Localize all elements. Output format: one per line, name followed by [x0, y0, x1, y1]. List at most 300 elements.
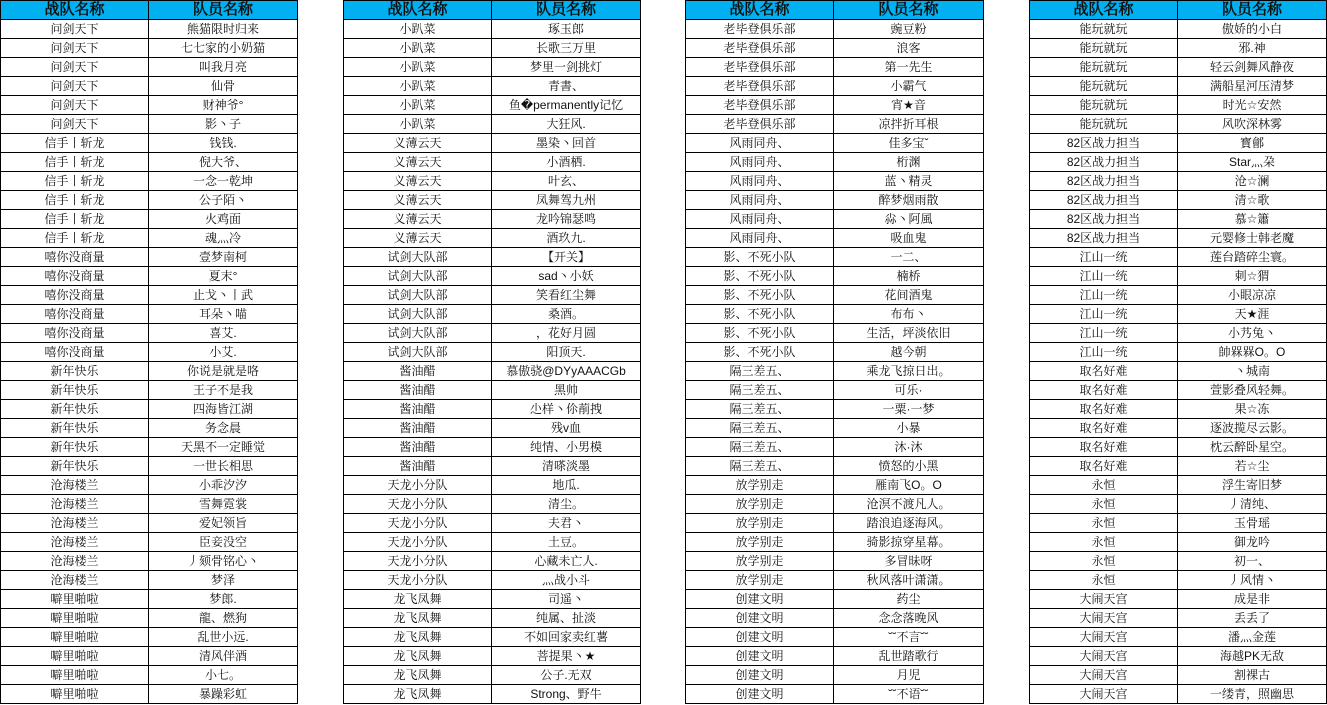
member-name-cell[interactable]: 乘龙飞掠日出。 [834, 362, 984, 381]
member-name-cell[interactable]: 踏浪追逐海风。 [834, 514, 984, 533]
team-name-cell[interactable]: 取名好难 [1030, 381, 1178, 400]
member-name-cell[interactable]: 越今朝 [834, 343, 984, 362]
member-name-cell[interactable]: ，花好月圆 [492, 324, 641, 343]
team-name-cell[interactable]: 创建文明 [686, 666, 834, 685]
team-name-cell[interactable]: 老毕登俱乐部 [686, 77, 834, 96]
member-name-cell[interactable]: 叫我月亮 [149, 58, 298, 77]
member-name-cell[interactable]: 夏末° [149, 267, 298, 286]
member-name-cell[interactable]: 喜艾. [149, 324, 298, 343]
team-name-cell[interactable]: 义薄云天 [344, 191, 492, 210]
team-name-cell[interactable]: 问剑天下 [1, 115, 149, 134]
member-name-cell[interactable]: 药尘 [834, 590, 984, 609]
team-name-cell[interactable]: 取名好难 [1030, 400, 1178, 419]
member-name-cell[interactable]: 司遥丶 [492, 590, 641, 609]
team-name-cell[interactable]: 大闹天宫 [1030, 647, 1178, 666]
team-name-cell[interactable]: 老毕登俱乐部 [686, 115, 834, 134]
team-name-cell[interactable]: 嘻你没商量 [1, 267, 149, 286]
team-name-cell[interactable]: 82区战力担当 [1030, 153, 1178, 172]
member-name-cell[interactable]: 花间酒鬼 [834, 286, 984, 305]
team-name-cell[interactable]: 新年快乐 [1, 362, 149, 381]
member-name-cell[interactable]: 醉梦烟雨散 [834, 191, 984, 210]
member-name-cell[interactable]: 宵★音 [834, 96, 984, 115]
team-name-cell[interactable]: 酱油醋 [344, 362, 492, 381]
team-name-cell[interactable]: 江山一统 [1030, 305, 1178, 324]
team-name-cell[interactable]: 江山一统 [1030, 286, 1178, 305]
team-name-cell[interactable]: 江山一统 [1030, 267, 1178, 286]
member-name-cell[interactable]: 青書、 [492, 77, 641, 96]
member-name-cell[interactable]: 御龙吟 [1178, 533, 1327, 552]
team-name-cell[interactable]: 永恒 [1030, 514, 1178, 533]
team-name-cell[interactable]: 放学别走 [686, 495, 834, 514]
member-name-cell[interactable]: 多冒昧呀 [834, 552, 984, 571]
member-name-cell[interactable]: 纯情、小男模 [492, 438, 641, 457]
team-name-cell[interactable]: 小趴菜 [344, 58, 492, 77]
member-name-cell[interactable]: 布布丶 [834, 305, 984, 324]
member-name-cell[interactable]: 清嗏淡墨 [492, 457, 641, 476]
team-name-cell[interactable]: 风雨同舟、 [686, 210, 834, 229]
team-name-cell[interactable]: 风雨同舟、 [686, 153, 834, 172]
member-name-cell[interactable]: 割裸古 [1178, 666, 1327, 685]
member-name-cell[interactable]: 尐样丶伱萷拽 [492, 400, 641, 419]
member-name-cell[interactable]: 生活，坪淡依旧 [834, 324, 984, 343]
member-name-cell[interactable]: 梦里一剑挑灯 [492, 58, 641, 77]
member-name-cell[interactable]: 务念晨 [149, 419, 298, 438]
member-name-cell[interactable]: 轻云剑舞风静夜 [1178, 58, 1327, 77]
team-name-cell[interactable]: 能玩就玩 [1030, 20, 1178, 39]
member-name-cell[interactable]: 心藏未亡人. [492, 552, 641, 571]
member-name-cell[interactable]: 丶城南 [1178, 362, 1327, 381]
member-name-cell[interactable]: 吸血鬼 [834, 229, 984, 248]
member-name-cell[interactable]: 一二、 [834, 248, 984, 267]
team-name-cell[interactable]: 义薄云天 [344, 172, 492, 191]
team-name-cell[interactable]: 放学别走 [686, 571, 834, 590]
member-name-cell[interactable]: 丢丢了 [1178, 609, 1327, 628]
member-name-cell[interactable]: sad丶小妖 [492, 267, 641, 286]
member-name-cell[interactable]: 地瓜. [492, 476, 641, 495]
team-name-cell[interactable]: 82区战力担当 [1030, 229, 1178, 248]
team-name-cell[interactable]: 酱油醋 [344, 400, 492, 419]
member-name-cell[interactable]: 刺☆猬 [1178, 267, 1327, 286]
member-name-cell[interactable]: 傲娇的小白 [1178, 20, 1327, 39]
member-name-cell[interactable]: 豌豆粉 [834, 20, 984, 39]
member-name-cell[interactable]: 小酒栖. [492, 153, 641, 172]
member-name-cell[interactable]: 钱钱. [149, 134, 298, 153]
team-name-cell[interactable]: 永恒 [1030, 571, 1178, 590]
member-name-cell[interactable]: 时光☆安然 [1178, 96, 1327, 115]
team-name-cell[interactable]: 信手丨斩龙 [1, 153, 149, 172]
member-name-cell[interactable]: 尛丶阿風 [834, 210, 984, 229]
team-name-cell[interactable]: 隔三差五、 [686, 362, 834, 381]
member-name-cell[interactable]: 沧☆澜 [1178, 172, 1327, 191]
team-name-cell[interactable]: 影、不死小队 [686, 305, 834, 324]
team-name-cell[interactable]: 试剑大队部 [344, 324, 492, 343]
team-name-cell[interactable]: 取名好难 [1030, 438, 1178, 457]
team-name-cell[interactable]: 82区战力担当 [1030, 191, 1178, 210]
team-name-cell[interactable]: 小趴菜 [344, 115, 492, 134]
team-name-cell[interactable]: 沧海楼兰 [1, 495, 149, 514]
team-name-cell[interactable]: 放学别走 [686, 476, 834, 495]
team-name-cell[interactable]: 天龙小分队 [344, 495, 492, 514]
team-name-cell[interactable]: 创建文明 [686, 647, 834, 666]
team-name-cell[interactable]: 义薄云天 [344, 134, 492, 153]
member-name-cell[interactable]: 梦泽 [149, 571, 298, 590]
team-name-cell[interactable]: 82区战力担当 [1030, 134, 1178, 153]
member-name-cell[interactable]: 公子陌丶 [149, 191, 298, 210]
member-name-cell[interactable]: 丿颏骨铭心丶 [149, 552, 298, 571]
team-name-cell[interactable]: 创建文明 [686, 590, 834, 609]
team-name-cell[interactable]: 大闹天宫 [1030, 628, 1178, 647]
team-name-cell[interactable]: 大闹天宫 [1030, 609, 1178, 628]
team-name-cell[interactable]: 沧海楼兰 [1, 476, 149, 495]
member-name-cell[interactable]: 灬战小斗 [492, 571, 641, 590]
team-name-cell[interactable]: 取名好难 [1030, 362, 1178, 381]
member-name-cell[interactable]: 鱼�permanently记忆 [492, 96, 641, 115]
team-name-cell[interactable]: 信手丨斩龙 [1, 210, 149, 229]
team-name-cell[interactable]: 影、不死小队 [686, 267, 834, 286]
team-name-cell[interactable]: 信手丨斩龙 [1, 134, 149, 153]
team-name-cell[interactable]: 能玩就玩 [1030, 39, 1178, 58]
team-name-cell[interactable]: 隔三差五、 [686, 457, 834, 476]
team-name-cell[interactable]: 新年快乐 [1, 438, 149, 457]
team-name-cell[interactable]: 老毕登俱乐部 [686, 58, 834, 77]
team-name-cell[interactable]: 影、不死小队 [686, 286, 834, 305]
member-name-cell[interactable]: 【开关】 [492, 248, 641, 267]
member-name-cell[interactable]: 寳鄶 [1178, 134, 1327, 153]
team-name-cell[interactable]: 新年快乐 [1, 400, 149, 419]
member-name-cell[interactable]: 雁南飞O。O [834, 476, 984, 495]
member-name-cell[interactable]: 丿清纯、 [1178, 495, 1327, 514]
member-name-cell[interactable]: 财神爷° [149, 96, 298, 115]
member-name-cell[interactable]: 四海皆江湖 [149, 400, 298, 419]
member-name-cell[interactable]: 小艿兔丶 [1178, 324, 1327, 343]
member-name-cell[interactable]: 可乐· [834, 381, 984, 400]
member-name-cell[interactable]: 海越PK无敌 [1178, 647, 1327, 666]
team-name-cell[interactable]: 问剑天下 [1, 39, 149, 58]
team-name-cell[interactable]: 问剑天下 [1, 20, 149, 39]
member-name-cell[interactable]: 倪大爷、 [149, 153, 298, 172]
member-name-cell[interactable]: 黑帅 [492, 381, 641, 400]
table-row [344, 476, 641, 495]
team-name-cell[interactable]: 影、不死小队 [686, 324, 834, 343]
member-name-cell[interactable]: 桑酒。 [492, 305, 641, 324]
team-name-cell[interactable]: 义薄云天 [344, 210, 492, 229]
team-name-cell[interactable]: 放学别走 [686, 552, 834, 571]
member-name-cell[interactable]: 凤舞驾九州 [492, 191, 641, 210]
team-name-cell[interactable]: 江山一统 [1030, 324, 1178, 343]
team-name-cell[interactable]: 龙飞凤舞 [344, 685, 492, 704]
team-name-cell[interactable]: 龙飞凤舞 [344, 647, 492, 666]
team-name-cell[interactable]: 风雨同舟、 [686, 229, 834, 248]
team-name-cell[interactable]: 小趴菜 [344, 20, 492, 39]
member-name-cell[interactable]: 初一、 [1178, 552, 1327, 571]
member-name-cell[interactable]: 风吹深林雾 [1178, 115, 1327, 134]
member-name-cell[interactable]: 七七家的小奶猫 [149, 39, 298, 58]
team-name-cell[interactable]: 老毕登俱乐部 [686, 39, 834, 58]
team-name-cell[interactable]: 小趴菜 [344, 77, 492, 96]
member-name-cell[interactable]: 火鸡面 [149, 210, 298, 229]
table-row [344, 609, 641, 628]
member-name-cell[interactable]: 大狂风. [492, 115, 641, 134]
team-name-cell[interactable]: 酱油醋 [344, 457, 492, 476]
member-name-cell[interactable]: 丿风情丶 [1178, 571, 1327, 590]
member-name-cell[interactable]: 影丶子 [149, 115, 298, 134]
member-name-cell[interactable]: 乱世小远. [149, 628, 298, 647]
member-name-cell[interactable]: 若☆尘 [1178, 457, 1327, 476]
team-name-cell[interactable]: 新年快乐 [1, 419, 149, 438]
member-name-cell[interactable]: 逐波揽尽云影。 [1178, 419, 1327, 438]
team-name-cell[interactable]: 试剑大队部 [344, 267, 492, 286]
member-name-cell[interactable]: 枕云醉卧星空。 [1178, 438, 1327, 457]
team-name-cell[interactable]: 能玩就玩 [1030, 58, 1178, 77]
member-name-cell[interactable]: 清风伴酒 [149, 647, 298, 666]
team-name-cell[interactable]: 龙飞凤舞 [344, 590, 492, 609]
team-name-cell[interactable]: 小趴菜 [344, 96, 492, 115]
member-name-cell[interactable]: 止戈丶丨武 [149, 286, 298, 305]
team-name-cell[interactable]: 隔三差五、 [686, 381, 834, 400]
team-name-cell[interactable]: 创建文明 [686, 685, 834, 704]
member-name-cell[interactable]: 慕☆簫 [1178, 210, 1327, 229]
team-name-cell[interactable]: 天龙小分队 [344, 552, 492, 571]
team-name-cell[interactable]: 创建文明 [686, 609, 834, 628]
member-name-cell[interactable]: 臣妾没空 [149, 533, 298, 552]
table-row [1, 153, 298, 172]
team-name-cell[interactable]: 龙飞凤舞 [344, 666, 492, 685]
member-name-cell[interactable]: 酒玖九. [492, 229, 641, 248]
member-name-cell[interactable]: 念念落晚风 [834, 609, 984, 628]
team-name-cell[interactable]: 信手丨斩龙 [1, 172, 149, 191]
member-name-cell[interactable]: Strong、野牛 [492, 685, 641, 704]
member-name-cell[interactable]: 公子.无双 [492, 666, 641, 685]
team-name-cell[interactable]: 隔三差五、 [686, 419, 834, 438]
member-name-cell[interactable]: 你说是就是咯 [149, 362, 298, 381]
member-name-cell[interactable]: 阳顶天. [492, 343, 641, 362]
member-name-cell[interactable]: 魂灬冷 [149, 229, 298, 248]
member-name-cell[interactable]: 佳多宝ˇ [834, 134, 984, 153]
member-name-cell[interactable]: 慕傲骁@DYyAAACGb [492, 362, 641, 381]
member-name-cell[interactable]: 乱世踏歌行 [834, 647, 984, 666]
member-name-cell[interactable]: 小乖汐汐 [149, 476, 298, 495]
team-name-cell[interactable]: 天龙小分队 [344, 476, 492, 495]
member-name-cell[interactable]: 墨染丶回首 [492, 134, 641, 153]
member-name-cell[interactable]: 叶玄、 [492, 172, 641, 191]
member-name-cell[interactable]: 梦郎. [149, 590, 298, 609]
member-name-cell[interactable]: 不如回家卖红薯 [492, 628, 641, 647]
team-name-cell[interactable]: 义薄云天 [344, 229, 492, 248]
team-name-cell[interactable]: 沧海楼兰 [1, 571, 149, 590]
member-name-cell[interactable]: 成是非 [1178, 590, 1327, 609]
team-name-cell[interactable]: 信手丨斩龙 [1, 229, 149, 248]
team-name-cell[interactable]: 试剑大队部 [344, 343, 492, 362]
table-row [1030, 438, 1327, 457]
member-name-cell[interactable]: 龙吟锦瑟鸣 [492, 210, 641, 229]
team-name-cell[interactable]: 隔三差五、 [686, 400, 834, 419]
team-name-cell[interactable]: 老毕登俱乐部 [686, 20, 834, 39]
member-name-cell[interactable]: 爱妃领旨 [149, 514, 298, 533]
team-name-cell[interactable]: 取名好难 [1030, 457, 1178, 476]
member-name-cell[interactable]: 长歌三万里 [492, 39, 641, 58]
team-name-cell[interactable]: 问剑天下 [1, 96, 149, 115]
team-name-cell[interactable]: 放学别走 [686, 514, 834, 533]
team-name-cell[interactable]: 创建文明 [686, 628, 834, 647]
team-name-cell[interactable]: 问剑天下 [1, 58, 149, 77]
team-name-cell[interactable]: 噼里啪啦 [1, 647, 149, 666]
team-name-cell[interactable]: 嘻你没商量 [1, 324, 149, 343]
team-name-cell[interactable]: 龙飞凤舞 [344, 628, 492, 647]
team-name-cell[interactable]: 沧海楼兰 [1, 533, 149, 552]
team-name-cell[interactable]: 隔三差五、 [686, 438, 834, 457]
member-name-cell[interactable]: ˘˘不语˘˘ [834, 685, 984, 704]
member-name-cell[interactable]: 浪客 [834, 39, 984, 58]
member-name-cell[interactable]: 小艾. [149, 343, 298, 362]
member-name-cell[interactable]: 壹梦南柯 [149, 248, 298, 267]
member-name-cell[interactable]: 凉拌折耳根 [834, 115, 984, 134]
team-name-cell[interactable]: 龙飞凤舞 [344, 609, 492, 628]
team-name-cell[interactable]: 小趴菜 [344, 39, 492, 58]
team-name-cell[interactable]: 酱油醋 [344, 381, 492, 400]
member-name-cell[interactable]: 琢玉郎 [492, 20, 641, 39]
member-name-cell[interactable]: 一缕青，照幽思 [1178, 685, 1327, 704]
member-name-cell[interactable]: 纯属、扯淡 [492, 609, 641, 628]
member-name-cell[interactable]: 笑看红尘舞 [492, 286, 641, 305]
member-name-cell[interactable]: Star灬朶 [1178, 153, 1327, 172]
member-name-cell[interactable]: 潘灬金莲 [1178, 628, 1327, 647]
member-name-cell[interactable]: 秋风落叶潇潇。 [834, 571, 984, 590]
team-name-cell[interactable]: 新年快乐 [1, 381, 149, 400]
member-name-cell[interactable]: 骑影掠穿星幕。 [834, 533, 984, 552]
member-name-cell[interactable]: 王子不是我 [149, 381, 298, 400]
member-name-cell[interactable]: 耳朵丶喵 [149, 305, 298, 324]
team-name-cell[interactable]: 永恒 [1030, 533, 1178, 552]
member-name-cell[interactable]: 熊猫限时归来 [149, 20, 298, 39]
team-name-cell[interactable]: 大闹天宫 [1030, 590, 1178, 609]
member-name-cell[interactable]: 满船星河压清梦 [1178, 77, 1327, 96]
team-name-cell[interactable]: 大闹天宫 [1030, 685, 1178, 704]
team-name-cell[interactable]: 噼里啪啦 [1, 590, 149, 609]
member-name-cell[interactable]: 小眼凉凉 [1178, 286, 1327, 305]
team-name-cell[interactable]: 义薄云天 [344, 153, 492, 172]
member-name-cell[interactable]: 玉骨瑶 [1178, 514, 1327, 533]
member-name-cell[interactable]: 清尘。 [492, 495, 641, 514]
team-name-cell[interactable]: 噼里啪啦 [1, 628, 149, 647]
team-name-cell[interactable]: 老毕登俱乐部 [686, 96, 834, 115]
team-name-cell[interactable]: 天龙小分队 [344, 514, 492, 533]
member-name-cell[interactable]: 沐·沐 [834, 438, 984, 457]
team-name-cell[interactable]: 江山一统 [1030, 248, 1178, 267]
team-name-cell[interactable]: 永恒 [1030, 552, 1178, 571]
team-name-cell[interactable]: 影、不死小队 [686, 248, 834, 267]
team-name-cell[interactable]: 能玩就玩 [1030, 96, 1178, 115]
member-name-cell[interactable]: 小七。 [149, 666, 298, 685]
team-name-cell[interactable]: 试剑大队部 [344, 248, 492, 267]
member-name-cell[interactable]: 莲台踏碎尘寰。 [1178, 248, 1327, 267]
member-name-cell[interactable]: 萱影叠风轻舞。 [1178, 381, 1327, 400]
member-name-cell[interactable]: 元婴修士韩老魔 [1178, 229, 1327, 248]
table-row [686, 324, 984, 343]
team-name-cell[interactable]: 82区战力担当 [1030, 210, 1178, 229]
team-name-cell[interactable]: 酱油醋 [344, 438, 492, 457]
member-name-cell[interactable]: 楠桥 [834, 267, 984, 286]
table-row [1030, 115, 1327, 134]
member-name-cell[interactable]: 月児 [834, 666, 984, 685]
team-name-cell[interactable]: 嘻你没商量 [1, 248, 149, 267]
team-name-cell[interactable]: 永恒 [1030, 476, 1178, 495]
member-name-cell[interactable]: 愤怒的小黑 [834, 457, 984, 476]
team-name-cell[interactable]: 风雨同舟、 [686, 134, 834, 153]
team-name-cell[interactable]: 天龙小分队 [344, 571, 492, 590]
member-name-cell[interactable]: 一念一乾坤 [149, 172, 298, 191]
member-name-cell[interactable]: 浮生寄旧梦 [1178, 476, 1327, 495]
table-row [344, 647, 641, 666]
team-name-cell[interactable]: 能玩就玩 [1030, 77, 1178, 96]
team-name-cell[interactable]: 沧海楼兰 [1, 514, 149, 533]
member-name-cell[interactable]: 暴躁彩虹 [149, 685, 298, 704]
team-name-cell[interactable]: 取名好难 [1030, 419, 1178, 438]
team-name-cell[interactable]: 嘻你没商量 [1, 343, 149, 362]
table-row [686, 58, 984, 77]
member-name-cell[interactable]: 天★涯 [1178, 305, 1327, 324]
member-name-cell[interactable]: 菩提果丶★ [492, 647, 641, 666]
team-name-cell[interactable]: 噼里啪啦 [1, 685, 149, 704]
team-name-cell[interactable]: 大闹天宫 [1030, 666, 1178, 685]
member-name-cell[interactable]: 第一先生 [834, 58, 984, 77]
team-name-cell[interactable]: 试剑大队部 [344, 305, 492, 324]
team-name-cell[interactable]: 问剑天下 [1, 77, 149, 96]
member-name-cell[interactable]: 蓝丶精灵 [834, 172, 984, 191]
member-name-cell[interactable]: 果☆冻 [1178, 400, 1327, 419]
team-name-cell[interactable]: 放学别走 [686, 533, 834, 552]
member-name-cell[interactable]: 雪舞霓裳 [149, 495, 298, 514]
member-name-cell[interactable]: 一世长相思 [149, 457, 298, 476]
team-name-cell[interactable]: 试剑大队部 [344, 286, 492, 305]
table-row [1, 628, 298, 647]
table-row [686, 495, 984, 514]
member-name-cell[interactable]: 夫君丶 [492, 514, 641, 533]
team-name-cell[interactable]: 82区战力担当 [1030, 172, 1178, 191]
member-name-cell[interactable]: 邪.神 [1178, 39, 1327, 58]
team-name-cell[interactable]: 能玩就玩 [1030, 115, 1178, 134]
member-name-cell[interactable]: 一粟·一梦 [834, 400, 984, 419]
team-name-cell[interactable]: 噼里啪啦 [1, 609, 149, 628]
table-row [344, 438, 641, 457]
team-name-cell[interactable]: 新年快乐 [1, 457, 149, 476]
team-name-cell[interactable]: 江山一统 [1030, 343, 1178, 362]
member-name-cell[interactable]: 天黑不一定睡觉 [149, 438, 298, 457]
member-name-cell[interactable]: 沧溟不渡凡人。 [834, 495, 984, 514]
member-name-cell[interactable]: 仙骨 [149, 77, 298, 96]
team-name-cell[interactable]: 酱油醋 [344, 419, 492, 438]
member-name-cell[interactable]: 小暴 [834, 419, 984, 438]
member-name-cell[interactable]: 小霸气 [834, 77, 984, 96]
team-name-cell[interactable]: 影、不死小队 [686, 343, 834, 362]
team-name-cell[interactable]: 风雨同舟、 [686, 191, 834, 210]
table-row [1030, 286, 1327, 305]
member-name-cell[interactable]: ˘˘不言˘˘ [834, 628, 984, 647]
member-name-cell[interactable]: 清☆歌 [1178, 191, 1327, 210]
team-name-cell[interactable]: 噼里啪啦 [1, 666, 149, 685]
team-name-cell[interactable]: 沧海楼兰 [1, 552, 149, 571]
member-name-cell[interactable]: 土豆。 [492, 533, 641, 552]
team-name-cell[interactable]: 永恒 [1030, 495, 1178, 514]
team-name-cell[interactable]: 嘻你没商量 [1, 286, 149, 305]
member-name-cell[interactable]: 残v血 [492, 419, 641, 438]
team-name-cell[interactable]: 信手丨斩龙 [1, 191, 149, 210]
team-name-cell[interactable]: 风雨同舟、 [686, 172, 834, 191]
member-name-cell[interactable]: 桁渊 [834, 153, 984, 172]
team-name-cell[interactable]: 天龙小分队 [344, 533, 492, 552]
team-name-cell[interactable]: 嘻你没商量 [1, 305, 149, 324]
member-name-cell[interactable]: 龍、燃狗 [149, 609, 298, 628]
member-name-cell[interactable]: 帥槑槑O。O [1178, 343, 1327, 362]
